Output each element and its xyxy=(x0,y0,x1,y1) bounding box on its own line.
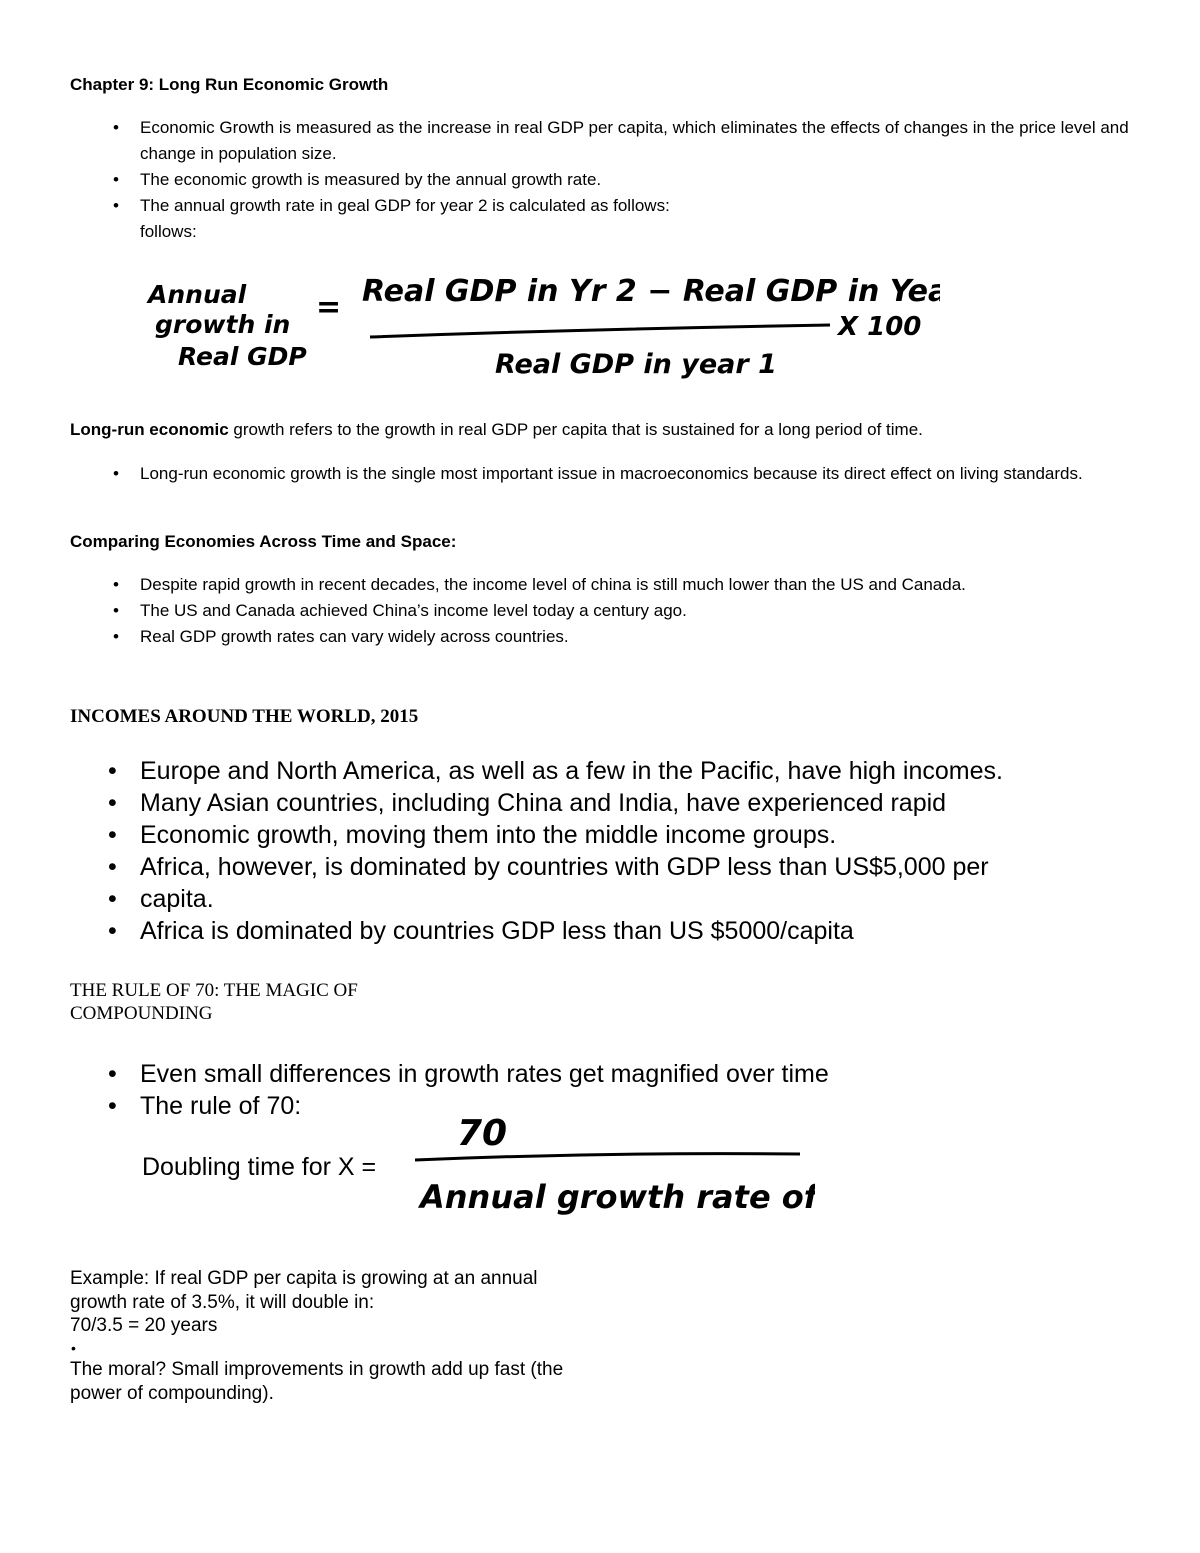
formula-left-line1: Annual xyxy=(148,280,247,309)
formula-numerator: Real GDP in Yr 2 − Real GDP in Year 1 xyxy=(362,274,940,309)
chapter-title: Chapter 9: Long Run Economic Growth xyxy=(70,75,389,94)
intro-follows-text: follows: xyxy=(140,222,197,241)
example-line: growth rate of 3.5%, it will double in: xyxy=(70,1291,375,1313)
list-item: • The rule of 70: xyxy=(70,1090,1070,1122)
comparing-bullet-list xyxy=(70,572,1160,650)
list-item: • Many Asian countries, including China and India, have experienced rapid xyxy=(70,787,1160,819)
rule70-numerator: 70 xyxy=(457,1113,508,1154)
rule70-heading xyxy=(70,979,358,1025)
list-item: • Even small differences in growth rates get magnified over time xyxy=(70,1058,1070,1090)
list-item: • Africa is dominated by countries GDP less than US $5000/capita xyxy=(70,915,1160,947)
formula-denominator: Real GDP in year 1 xyxy=(495,349,777,380)
longrun-bullet-list xyxy=(70,461,1130,487)
stray-bullet: • xyxy=(71,1340,76,1356)
growth-rate-formula xyxy=(140,255,940,405)
rule70-formula-svg xyxy=(405,1100,815,1245)
rule70-heading-line2: COMPOUNDING xyxy=(70,1003,213,1024)
list-item: • Real GDP growth rates can vary widely across countries. xyxy=(70,624,1160,650)
intro-bullet-list xyxy=(70,115,1160,219)
rule70-heading-line1: THE RULE OF 70: THE MAGIC OF xyxy=(70,980,358,1001)
example-block xyxy=(70,1267,538,1338)
rule70-denominator: Annual growth rate of X xyxy=(420,1178,815,1216)
list-item: • The annual growth rate in geal GDP for year 2 is calculated as follows: xyxy=(70,193,1160,219)
growth-rate-formula-svg xyxy=(140,255,940,405)
list-item: • Africa, however, is dominated by countries with GDP less than US$5,000 per xyxy=(70,851,1160,883)
longrun-definition-text: growth refers to the growth in real GDP per capita that is sustained for a long period of time. xyxy=(228,420,923,439)
list-item: • Economic Growth is measured as the increase in real GDP per capita, which eliminates the effects of changes in the price level and change in population size. xyxy=(70,115,1160,167)
list-item: • The economic growth is measured by the annual growth rate. xyxy=(70,167,1160,193)
incomes-heading: INCOMES AROUND THE WORLD, 2015 xyxy=(70,706,419,727)
formula-left-line3: Real GDP xyxy=(178,342,307,371)
list-item: • capita. xyxy=(70,883,1160,915)
example-line: Example: If real GDP per capita is growing at an annual xyxy=(70,1268,538,1289)
moral-block xyxy=(70,1358,563,1405)
list-item: • Despite rapid growth in recent decades, the income level of china is still much lower than the US and Canada. xyxy=(70,572,1160,598)
longrun-definition xyxy=(70,417,1160,443)
example-line: 70/3.5 = 20 years xyxy=(70,1315,218,1336)
formula-fraction-line xyxy=(370,325,830,337)
moral-line: The moral? Small improvements in growth add up fast (the xyxy=(70,1359,564,1380)
doubling-time-label: Doubling time for X = xyxy=(142,1153,377,1181)
rule70-fraction-line xyxy=(415,1154,800,1160)
formula-equals: = xyxy=(316,290,342,325)
moral-line: power of compounding). xyxy=(70,1382,274,1404)
incomes-bullet-list xyxy=(70,755,1160,947)
list-item: • Long-run economic growth is the single most important issue in macroeconomics because its direct effect on living standards. xyxy=(70,461,1130,487)
formula-left-line2: growth in xyxy=(155,310,291,339)
formula-multiplier: X 100 xyxy=(838,312,922,342)
comparing-heading: Comparing Economies Across Time and Space: xyxy=(70,532,457,551)
list-item: • The US and Canada achieved China’s income level today a century ago. xyxy=(70,598,1160,624)
longrun-term: Long-run economic xyxy=(70,420,229,439)
list-item: • Economic growth, moving them into the middle income groups. xyxy=(70,819,1160,851)
list-item: • Europe and North America, as well as a few in the Pacific, have high incomes. xyxy=(70,755,1160,787)
rule70-formula xyxy=(405,1100,815,1245)
